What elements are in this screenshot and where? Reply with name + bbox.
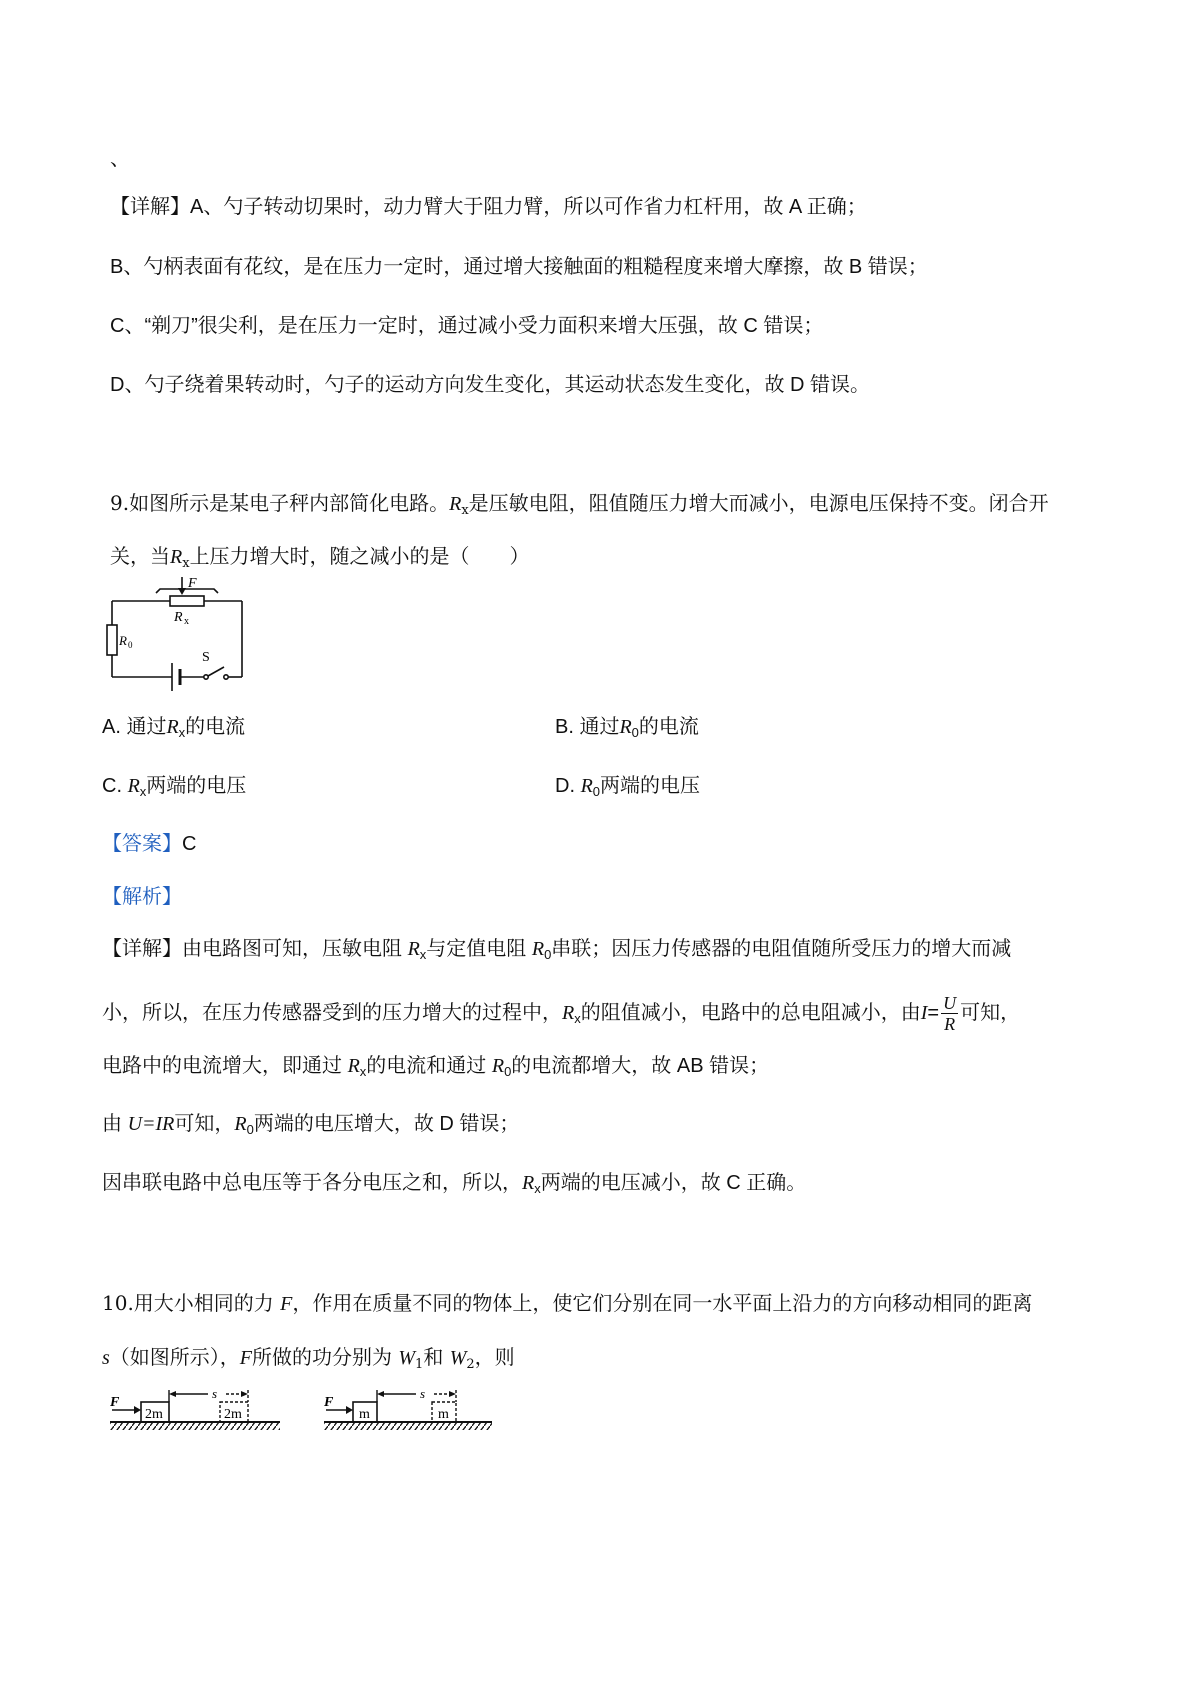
- sub-0: 0: [592, 784, 601, 799]
- sub-0: 0: [504, 1064, 512, 1079]
- fig-right-block-dashed: m: [438, 1407, 449, 1422]
- answer-value: C: [182, 833, 197, 855]
- detail-text: 与定值电阻: [426, 938, 532, 960]
- detail-text: 的电流都增大，故 AB 错误；: [511, 1055, 770, 1077]
- sub-x: x: [359, 1064, 367, 1079]
- label-s: S: [202, 650, 210, 665]
- detail-text: 两端的电压减小，故 C 正确。: [540, 1172, 807, 1194]
- q9-stem-text: 上压力增大时，随之减小的是（ ）: [189, 544, 530, 568]
- sub-x: x: [574, 1010, 581, 1026]
- force-figure-right: [322, 1386, 502, 1438]
- label-rx-sub: x: [184, 616, 189, 627]
- detail-text: 的阻值减小，电路中的总电阻减小，由: [580, 1001, 921, 1024]
- detail-text: 电路中的电流增大，即通过: [102, 1055, 348, 1077]
- q8-detail-line-1: [110, 193, 867, 221]
- option-d[interactable]: [555, 771, 700, 806]
- arrow-right-icon: [134, 1406, 141, 1414]
- q9-stem-text: 是压敏电阻，阻值随压力增大而减小，电源电压保持不变。闭合开: [468, 491, 1049, 515]
- var-r: R: [449, 493, 462, 515]
- fig-left-f: F: [110, 1395, 120, 1410]
- fraction-u-over-r: [941, 993, 958, 1034]
- fraction-denominator: R: [944, 1014, 956, 1034]
- equals-sign: =: [927, 1001, 940, 1024]
- answer-label: 【答案】: [102, 833, 182, 855]
- sub-2: 2: [466, 1357, 475, 1372]
- var-w: W: [449, 1347, 467, 1369]
- q9-detail-line-4: [102, 1110, 519, 1144]
- label-rx: R: [174, 610, 183, 625]
- q8-detail-label: 【详解】: [110, 196, 190, 218]
- option-d-prefix: D.: [555, 775, 575, 797]
- fig-right-s: s: [420, 1386, 426, 1401]
- var-i: I: [920, 1001, 928, 1024]
- q10-stem-text: 10.用大小相同的力: [102, 1291, 281, 1315]
- var-r: R: [619, 716, 632, 738]
- sub-x: x: [419, 947, 427, 962]
- q8-detail-line-c: C、“剃刀”很尖利，是在压力一定时，通过减小受力面积来增大压强，故 C 错误；: [110, 315, 824, 337]
- analysis-label: 【解析】: [102, 886, 182, 908]
- var-r: R: [234, 1113, 247, 1135]
- fig-right-f: F: [324, 1395, 334, 1410]
- q9-stem-text: 关，当: [110, 544, 170, 568]
- formula-u-ir: U=IR: [127, 1113, 175, 1135]
- option-c[interactable]: [102, 771, 246, 806]
- var-r: R: [562, 1001, 575, 1024]
- option-a-prefix: A. 通过: [102, 716, 167, 738]
- detail-text: 因串联电路中总电压等于各分电压之和，所以，: [102, 1172, 522, 1194]
- q9-stem-line-2: [110, 542, 530, 578]
- arrow-down-icon: [178, 588, 186, 595]
- sub-x: x: [139, 784, 147, 799]
- q10-stem-text: ，作用在质量不同的物体上，使它们分别在同一水平面上沿力的方向移动相同的距离: [292, 1291, 1033, 1315]
- q10-stem-text: 所做的功分别为: [252, 1345, 399, 1369]
- force-figure-left: [108, 1386, 288, 1438]
- var-f: F: [280, 1293, 293, 1315]
- fraction-numerator: U: [943, 993, 957, 1013]
- option-b[interactable]: [555, 712, 699, 747]
- var-w: W: [398, 1347, 416, 1369]
- detail-text: 的电流和通过: [366, 1055, 492, 1077]
- q9-detail-line-5: [102, 1169, 806, 1203]
- sub-x: x: [461, 503, 469, 518]
- label-f: F: [188, 576, 197, 591]
- var-r: R: [580, 775, 593, 797]
- detail-text: 【详解】由电路图可知，压敏电阻: [102, 938, 408, 960]
- fig-left-block: 2m: [145, 1407, 163, 1422]
- q10-stem-line-2: [102, 1343, 515, 1379]
- detail-text: 可知，: [960, 1001, 1021, 1024]
- option-d-suffix: 两端的电压: [600, 773, 701, 797]
- var-r: R: [347, 1055, 360, 1077]
- q10-stem-text: 和: [423, 1345, 450, 1369]
- q8-detail-text-a: A、勺子转动切果时，动力臂大于阻力臂，所以可作省力杠杆用，故 A 正确；: [190, 196, 867, 218]
- fig-left-s: s: [212, 1386, 218, 1401]
- q9-detail-line-3: [102, 1052, 769, 1086]
- q10-stem-line-1: [102, 1289, 1032, 1318]
- arrow-right-icon: [346, 1406, 353, 1414]
- answer-line: [102, 830, 196, 858]
- var-f: F: [239, 1347, 253, 1369]
- detail-text: 可知，: [174, 1113, 235, 1135]
- fig-left-block-dashed: 2m: [224, 1407, 242, 1422]
- option-a-suffix: 的电流: [185, 714, 246, 738]
- q10-stem-text: （如图所示），: [109, 1345, 240, 1369]
- circuit-diagram: [100, 575, 260, 695]
- var-r: R: [407, 938, 420, 960]
- var-r: R: [166, 716, 179, 738]
- top-mark: 、: [110, 146, 130, 170]
- label-r0: R: [119, 633, 127, 648]
- sub-1: 1: [415, 1357, 424, 1372]
- var-r: R: [531, 938, 545, 960]
- q9-stem-text: 9.如图所示是某电子秤内部简化电路。: [110, 491, 450, 515]
- option-b-suffix: 的电流: [638, 714, 699, 738]
- var-r: R: [170, 546, 183, 568]
- option-b-prefix: B. 通过: [555, 716, 620, 738]
- q9-stem-line-1: [110, 489, 1049, 525]
- sub-x: x: [534, 1181, 541, 1196]
- fig-right-block: m: [359, 1407, 370, 1422]
- sub-0: 0: [631, 725, 639, 740]
- q9-detail-line-1: [102, 935, 1011, 969]
- detail-text: 两端的电压增大，故 D 错误；: [253, 1113, 520, 1135]
- q9-detail-line-2: [102, 993, 1020, 1034]
- detail-text: 由: [102, 1113, 128, 1135]
- var-r: R: [491, 1055, 505, 1077]
- sub-x: x: [182, 556, 190, 571]
- var-r: R: [127, 775, 140, 797]
- sub-x: x: [178, 725, 186, 740]
- label-r0-sub: 0: [128, 640, 133, 650]
- q8-detail-line-b: B、勺柄表面有花纹，是在压力一定时，通过增大接触面的粗糙程度来增大摩擦，故 B 错误；: [110, 256, 928, 278]
- sub-0: 0: [246, 1122, 254, 1137]
- q8-detail-line-d: D、勺子绕着果转动时，勺子的运动方向发生变化，其运动状态发生变化，故 D 错误。: [110, 374, 870, 396]
- detail-text: 串联；因压力传感器的电阻值随所受压力的增大而减: [551, 938, 1012, 960]
- q10-stem-text: ，则: [474, 1345, 515, 1369]
- option-c-suffix: 两端的电压: [146, 773, 247, 797]
- option-a[interactable]: [102, 712, 245, 747]
- var-s: s: [102, 1347, 110, 1369]
- option-c-prefix: C.: [102, 775, 122, 797]
- var-r: R: [522, 1172, 535, 1194]
- detail-text: 小，所以，在压力传感器受到的压力增大的过程中，: [102, 1001, 562, 1024]
- sub-0: 0: [544, 947, 552, 962]
